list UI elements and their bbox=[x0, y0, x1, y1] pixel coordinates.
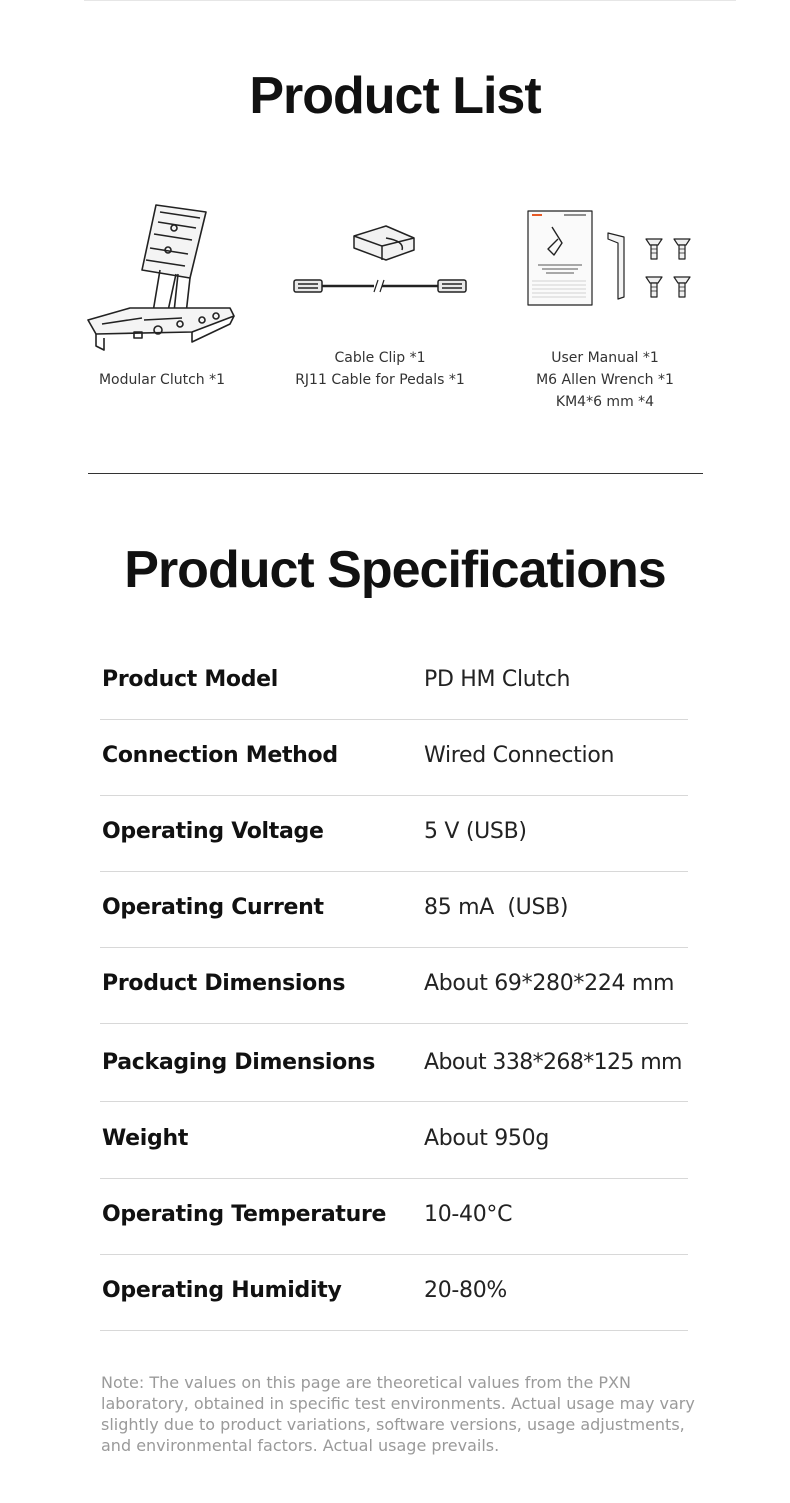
spec-row-operating-temperature bbox=[100, 1178, 688, 1255]
spec-row-operating-current bbox=[100, 871, 688, 948]
spec-label: Product Dimensions bbox=[102, 971, 346, 996]
spec-label: Connection Method bbox=[102, 743, 338, 768]
product-specifications-title: Product Specifications bbox=[124, 541, 666, 599]
clutch-pedal-image bbox=[82, 200, 242, 358]
caption-line: Cable Clip *1 bbox=[334, 350, 426, 366]
spec-label: Product Model bbox=[102, 667, 279, 692]
product-item-caption bbox=[505, 347, 705, 413]
spec-value: 85 mA (USB) bbox=[424, 895, 569, 920]
spec-value: Wired Connection bbox=[424, 743, 615, 768]
spec-value: PD HM Clutch bbox=[424, 667, 571, 692]
spec-row-product-model bbox=[100, 643, 688, 720]
cable-clip-and-cable-image bbox=[290, 216, 470, 300]
spec-value: About 950g bbox=[424, 1126, 549, 1151]
spec-value: About 69*280*224 mm bbox=[424, 971, 675, 996]
caption-line: M6 Allen Wrench *1 bbox=[536, 372, 674, 388]
spec-label: Operating Current bbox=[102, 895, 324, 920]
spec-value: 5 V (USB) bbox=[424, 819, 527, 844]
top-divider bbox=[84, 0, 736, 1]
spec-row-operating-voltage bbox=[100, 795, 688, 872]
product-list-title: Product List bbox=[249, 67, 541, 125]
spec-row-connection-method bbox=[100, 719, 688, 796]
spec-label: Packaging Dimensions bbox=[102, 1050, 376, 1075]
manual-wrench-screws-image bbox=[524, 209, 700, 309]
section-divider bbox=[88, 473, 703, 474]
product-item-caption bbox=[275, 347, 485, 391]
spec-value: About 338*268*125 mm bbox=[424, 1050, 682, 1075]
disclaimer-note: Note: The values on this page are theoretical values from the PXN laboratory, obtained in specific test environments. Actual usage may vary slightly due to product variations, software versions, usage adjustments, and environmental factors. Actual usage prevails. bbox=[101, 1373, 695, 1455]
product-item-caption bbox=[62, 369, 262, 391]
caption-line: KM4*6 mm *4 bbox=[555, 394, 655, 410]
spec-label: Weight bbox=[102, 1126, 189, 1151]
caption-line: Modular Clutch *1 bbox=[98, 372, 226, 388]
spec-row-weight bbox=[100, 1102, 688, 1179]
spec-value: 20-80% bbox=[424, 1278, 508, 1303]
spec-row-packaging-dimensions bbox=[100, 1024, 688, 1102]
spec-row-operating-humidity bbox=[100, 1254, 688, 1331]
caption-line: RJ11 Cable for Pedals *1 bbox=[295, 372, 465, 388]
spec-label: Operating Humidity bbox=[102, 1278, 342, 1303]
spec-label: Operating Voltage bbox=[102, 819, 324, 844]
caption-line: User Manual *1 bbox=[551, 350, 659, 366]
spec-value: 10-40°C bbox=[424, 1202, 513, 1227]
spec-row-product-dimensions bbox=[100, 947, 688, 1024]
spec-label: Operating Temperature bbox=[102, 1202, 387, 1227]
